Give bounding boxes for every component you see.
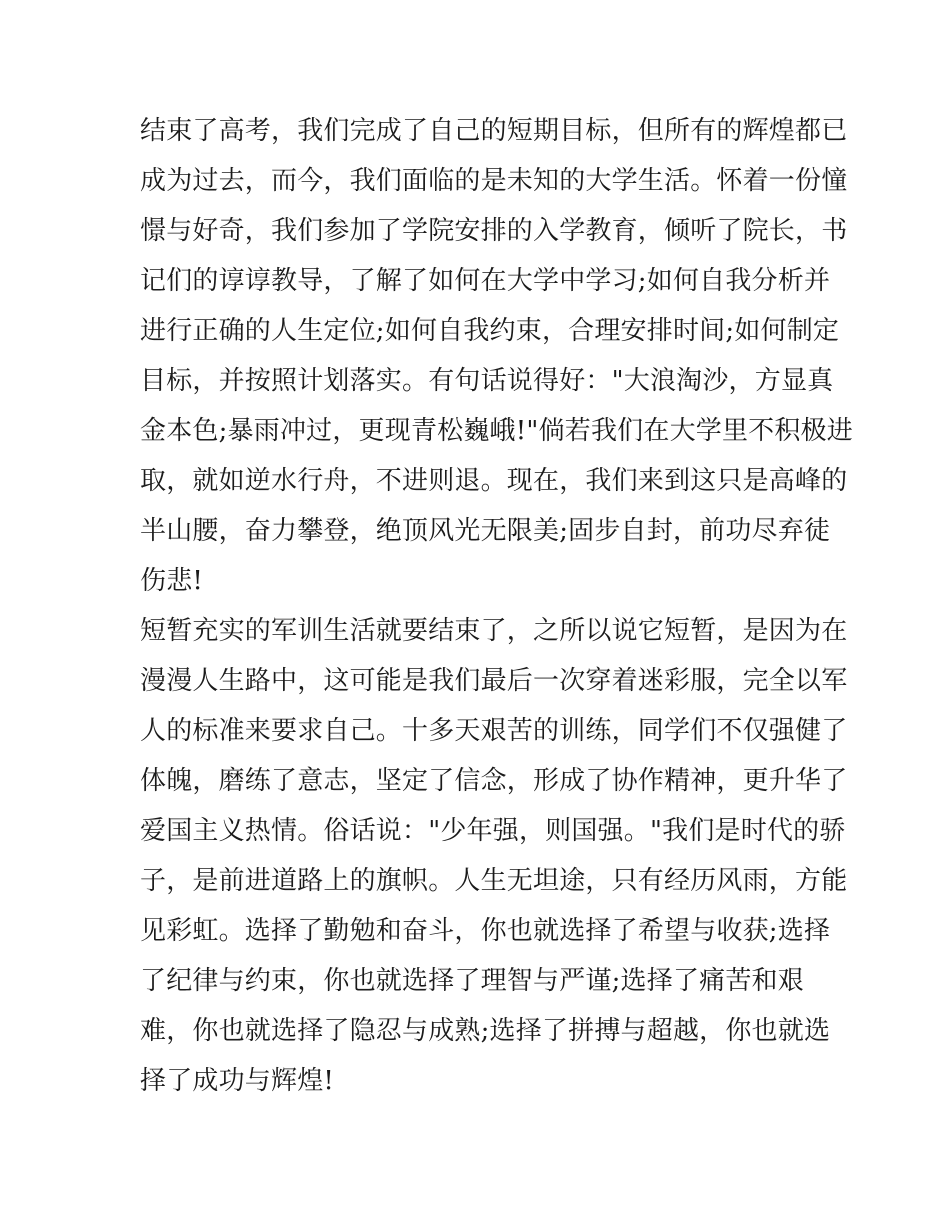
text-line: 难，你也就选择了隐忍与成熟;选择了拼搏与超越，你也就选 [140,1016,831,1046]
text-line: 结束了高考，我们完成了自己的短期目标，但所有的辉煌都已 [140,116,848,146]
text-line: 择了成功与辉煌! [140,1066,335,1096]
text-line: 憬与好奇，我们参加了学院安排的入学教育，倾听了院长，书 [140,216,848,246]
text-line: 见彩虹。选择了勤勉和奋斗，你也就选择了希望与收获;选择 [140,916,831,946]
paragraph-2 [140,606,848,1106]
text-line: 子，是前进道路上的旗帜。人生无坦途，只有经历风雨，方能 [140,866,848,896]
text-line: 记们的谆谆教导，了解了如何在大学中学习;如何自我分析并 [140,266,831,296]
text-line: 了纪律与约束，你也就选择了理智与严谨;选择了痛苦和艰 [140,966,804,996]
text-line: 进行正确的人生定位;如何自我约束，合理安排时间;如何制定 [140,316,840,346]
text-line: 金本色;暴雨冲过，更现青松巍峨!"倘若我们在大学里不积极进 [140,416,853,446]
text-line: 取，就如逆水行舟，不进则退。现在，我们来到这只是高峰的 [140,466,848,496]
text-line: 体魄，磨练了意志，坚定了信念，形成了协作精神，更升华了 [140,766,848,796]
text-line: 目标，并按照计划落实。有句话说得好："大浪淘沙，方显真 [140,366,834,396]
paragraph-1 [140,106,853,606]
text-line: 漫漫人生路中，这可能是我们最后一次穿着迷彩服，完全以军 [140,666,848,696]
text-line: 半山腰，奋力攀登，绝顶风光无限美;固步自封，前功尽弃徒 [140,516,831,546]
text-line: 短暂充实的军训生活就要结束了，之所以说它短暂，是因为在 [140,616,848,646]
text-line: 成为过去，而今，我们面临的是未知的大学生活。怀着一份憧 [140,166,848,196]
document-body [140,106,853,1106]
text-line: 伤悲! [140,566,204,596]
text-line: 爱国主义热情。俗话说："少年强，则国强。"我们是时代的骄 [140,816,846,846]
text-line: 人的标准来要求自己。十多天艰苦的训练，同学们不仅强健了 [140,716,848,746]
